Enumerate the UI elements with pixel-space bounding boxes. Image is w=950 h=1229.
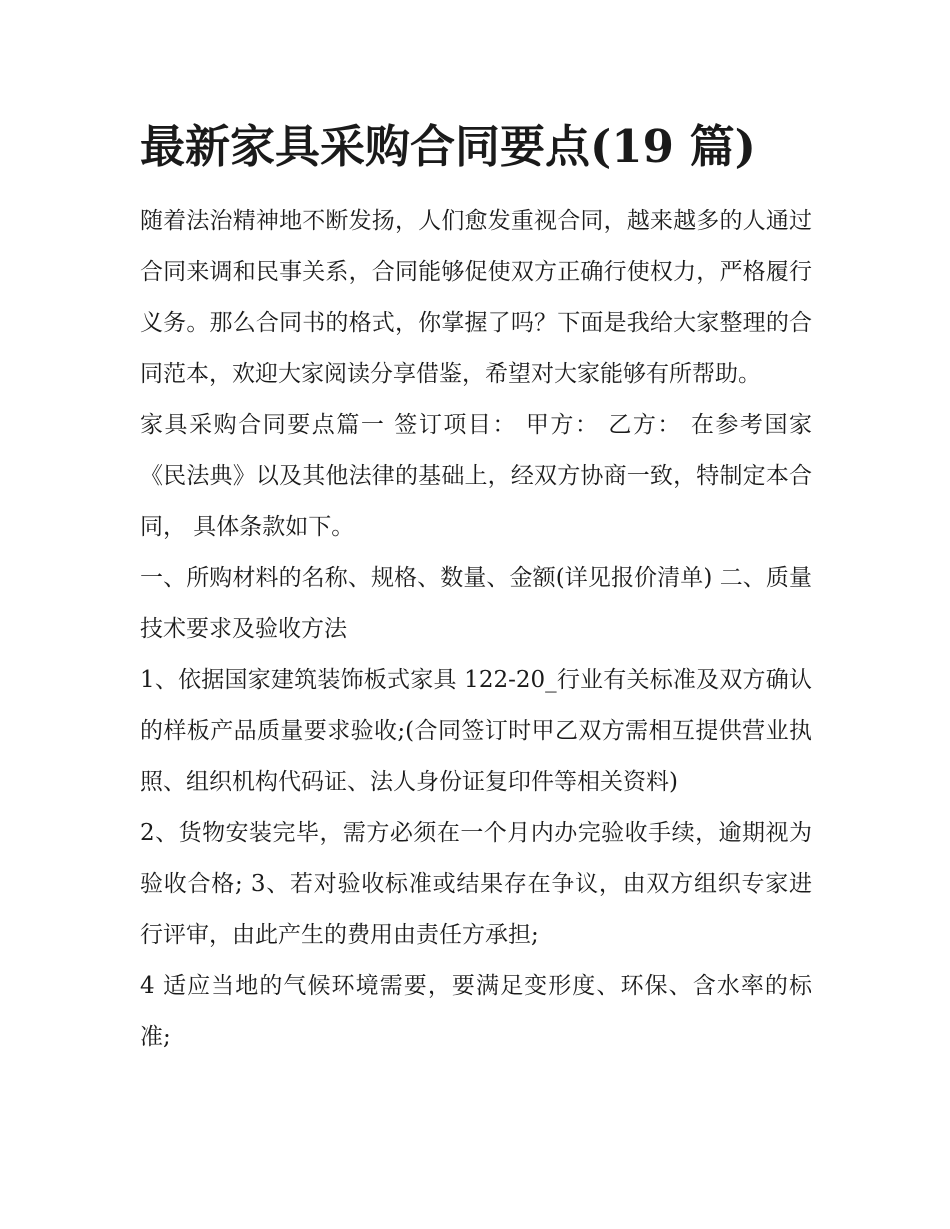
document-body — [140, 112, 812, 1063]
paragraph-contract-parties: 家具采购合同要点篇一 签订项目： 甲方： 乙方： 在参考国家《民法典》以及其他法律的基础上，经双方协商一致，特制定本合同， 具体条款如下。 — [140, 412, 812, 540]
paragraph-clause-4: 4 适应当地的气候环境需要，要满足变形度、环保、含水率的标准; — [140, 973, 812, 1050]
paragraph-intro: 随着法治精神地不断发扬，人们愈发重视合同，越来越多的人通过合同来调和民事关系，合同能够促使双方正确行使权力，严格履行义务。那么合同书的格式，你掌握了吗？下面是我给大家整理的合同范本，欢迎大家阅读分享借鉴，希望对大家能够有所帮助。 — [140, 208, 812, 387]
paragraph-materials: 一、所购材料的名称、规格、数量、金额(详见报价清单) 二、质量技术要求及验收方法 — [140, 565, 812, 642]
document-title: 最新家具采购合同要点(19 篇) — [140, 120, 756, 173]
paragraph-clause-2-3: 2、货物安装完毕，需方必须在一个月内办完验收手续，逾期视为验收合格; 3、若对验收标准或结果存在争议，由双方组织专家进行评审，由此产生的费用由责任方承担; — [140, 820, 812, 948]
paragraph-clause-1: 1、依据国家建筑装饰板式家具 122-20_行业有关标准及双方确认的样板产品质量要求验收;(合同签订时甲乙双方需相互提供营业执照、组织机构代码证、法人身份证复印件等相关资料) — [140, 667, 812, 795]
